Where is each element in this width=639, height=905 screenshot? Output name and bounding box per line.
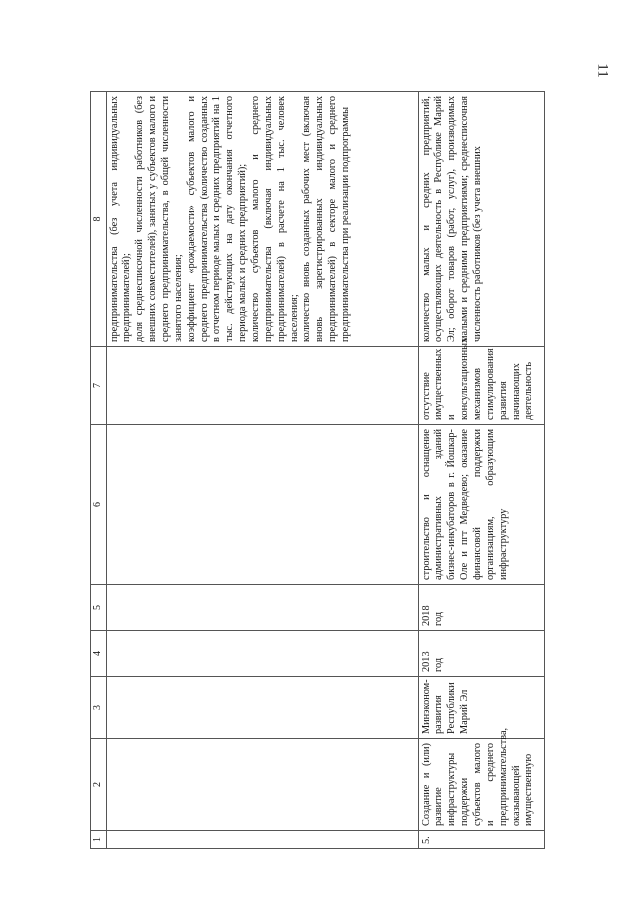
start-year: 2013 год xyxy=(418,631,544,677)
program-measures-table xyxy=(90,91,545,849)
header-cell: 6 xyxy=(91,425,107,585)
indicators-link: количество малых и средних предприятий, осуществляющих деятельность в Республике Марий Эл; оборот товаров (работ, услуг), производимых малыми и средними предприятиями; среднесписочная численность работников (без учета внешних xyxy=(418,92,544,347)
rotated-table-container xyxy=(90,92,548,849)
header-cell: 4 xyxy=(91,631,107,677)
page-number: 11 xyxy=(594,63,611,78)
indicator-text: предпринимательства (без учета индивидуальных предпринимателей); xyxy=(108,96,133,342)
indicators-cell xyxy=(106,92,418,347)
consequences-of-non-implementation: отсутствие имущественных и консультационных механизмов стимулирования развития начинающих деятельность xyxy=(418,347,544,425)
table-row-5 xyxy=(418,92,544,849)
indicator-text: количество вновь созданных рабочих мест (включая вновь зарегистрированных индивидуальных предпринимателей) в секторе малого и среднего предпринимательства при реализации подпрограммы xyxy=(301,96,351,342)
cell-empty xyxy=(106,425,418,585)
expected-result: строительство и оснащение административных зданий бизнес-инкубаторов в г. Йошкар-Оле и пгт Медведево; оказание финансовой поддержки организациям, образующим инфраструктуру xyxy=(418,425,544,585)
cell-empty xyxy=(106,739,418,831)
table-header-row xyxy=(91,92,107,849)
cell-empty xyxy=(106,585,418,631)
indicator-text: коэффициент «рождаемости» субъектов малого и среднего предпринимательства (количество созданных в отчетном периоде малых и средних предприятий на 1 тыс. действующих на дату окончания отчетного периода малых и средних предприятий); xyxy=(185,96,249,342)
indicator-text: количество субъектов малого и среднего предпринимательства (включая индивидуальных предпринимателей) в расчете на 1 тыс. человек населения; xyxy=(249,96,300,342)
header-cell: 2 xyxy=(91,739,107,831)
header-cell: 3 xyxy=(91,677,107,739)
table-row-continuation xyxy=(106,92,418,849)
row-number: 5. xyxy=(418,831,544,849)
indicator-text: доля среднесписочной численности работников (без внешних совместителей), занятых у субъектов малого и среднего предпринимательства, в общей численности занятого населения; xyxy=(134,96,184,342)
responsible-executor: Минэконом-развития Республики Марий Эл xyxy=(418,677,544,739)
cell-empty xyxy=(106,831,418,849)
cell-empty xyxy=(106,677,418,739)
header-cell: 1 xyxy=(91,831,107,849)
end-year: 2018 год xyxy=(418,585,544,631)
measure-name: Создание и (или) развитие инфраструктуры поддержки субъектов малого и среднего предпринимательства, оказывающей имущественную xyxy=(418,739,544,831)
header-cell: 5 xyxy=(91,585,107,631)
header-cell: 7 xyxy=(91,347,107,425)
header-cell: 8 xyxy=(91,92,107,347)
cell-empty xyxy=(106,347,418,425)
cell-empty xyxy=(106,631,418,677)
